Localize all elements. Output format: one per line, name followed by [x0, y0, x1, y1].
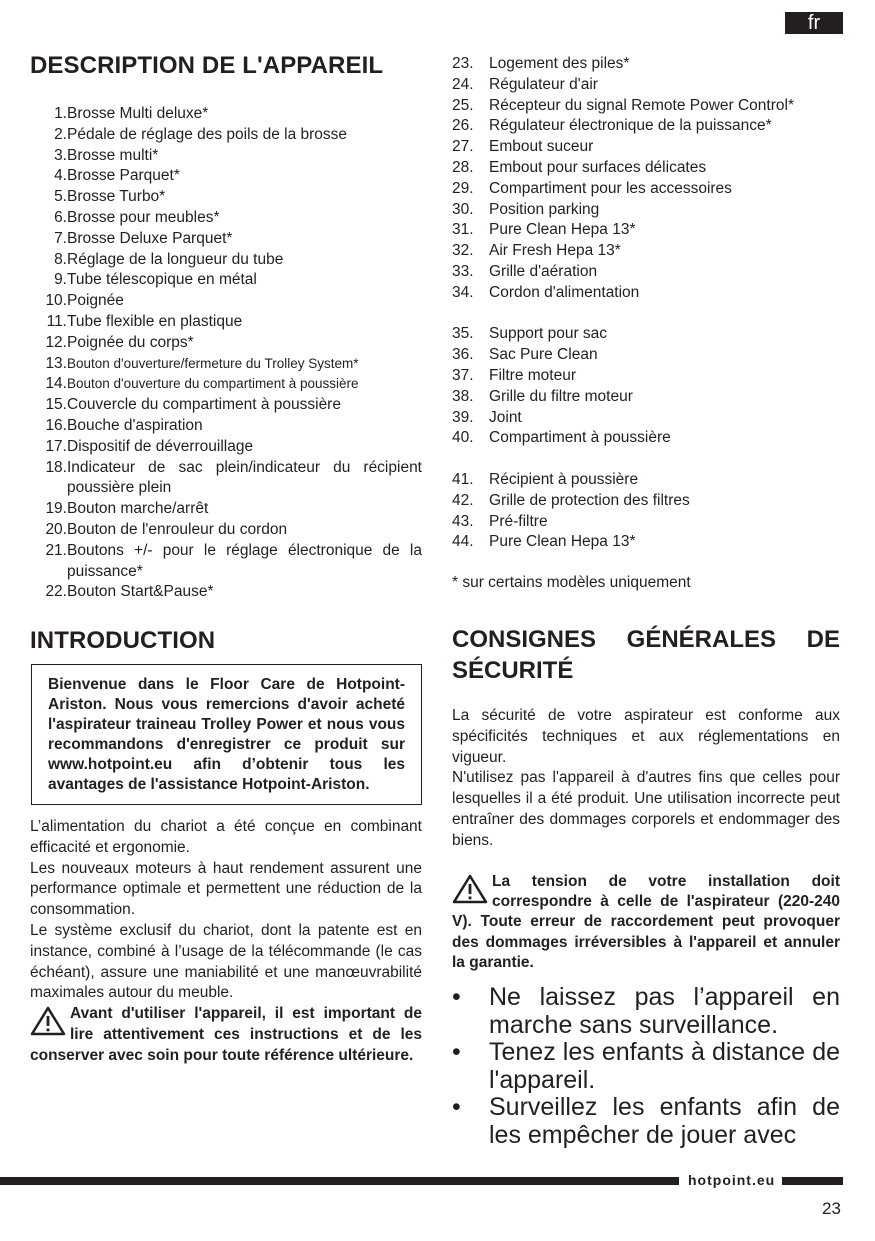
list-item [452, 220, 840, 241]
item-text: Cordon d'alimentation [489, 283, 640, 301]
item-number: 32. [452, 242, 474, 260]
list-item [452, 200, 840, 221]
item-number: 19. [45, 500, 67, 518]
item-text: Brosse Parquet* [67, 167, 180, 185]
item-number: 13. [45, 354, 67, 372]
list-item [30, 312, 422, 333]
item-number: 10. [45, 292, 67, 310]
list-item [452, 262, 840, 283]
list-item [30, 146, 422, 167]
item-number: 30. [452, 200, 474, 218]
item-number: 23. [452, 55, 474, 72]
list-item [452, 532, 840, 553]
item-text: Bouton marche/arrêt [67, 500, 209, 518]
item-text: Récepteur du signal Remote Power Control* [489, 96, 794, 114]
list-item [452, 54, 840, 75]
list-item [30, 499, 422, 520]
intro-warning [30, 1004, 422, 1066]
item-text: Bouton d'ouverture/fermeture du Trolley System* [67, 355, 359, 371]
description-title: DESCRIPTION DE L'APPAREIL [30, 52, 384, 79]
description-column-left [30, 52, 422, 603]
item-text: Boutons +/- pour le réglage électronique de la puissance* [67, 541, 422, 580]
safety-title [452, 624, 840, 686]
item-text: Support pour sac [489, 325, 608, 343]
item-text: Tube télescopique en métal [67, 271, 257, 289]
parts-list-right-b [452, 324, 840, 449]
item-number: 15. [45, 396, 67, 414]
list-item [452, 408, 840, 429]
item-text: Brosse Turbo* [67, 188, 166, 206]
item-text: Réglage de la longueur du tube [67, 250, 284, 268]
intro-warning-text: Avant d'utiliser l'appareil, il est important de lire attentivement ces instructions et de les conserver avec soin pour toute référence ultérieure. [30, 1005, 422, 1064]
bullet-item [452, 1094, 840, 1149]
item-text: Poignée du corps* [67, 333, 194, 351]
bullet-item [452, 984, 840, 1039]
list-item [452, 137, 840, 158]
list-item [452, 345, 840, 366]
list-item [30, 416, 422, 437]
item-number: 18. [45, 458, 67, 476]
item-number: 5. [54, 188, 67, 206]
item-number: 24. [452, 75, 474, 93]
safety-paragraph-1: La sécurité de votre aspirateur est conforme aux spécificités techniques et aux réglementations en vigueur. [452, 707, 840, 766]
item-text: Sac Pure Clean [489, 346, 598, 364]
item-number: 2. [54, 125, 67, 143]
list-item [452, 75, 840, 96]
item-number: 25. [452, 96, 474, 114]
item-number: 8. [54, 250, 67, 268]
list-item [452, 116, 840, 137]
item-number: 42. [452, 491, 474, 509]
list-item [30, 354, 422, 375]
list-item [30, 582, 422, 603]
parts-list-left [30, 104, 422, 603]
models-footnote: * sur certains modèles uniquement [452, 574, 691, 592]
list-item [30, 374, 422, 395]
voltage-warning [452, 872, 840, 973]
item-text: Régulateur d'air [489, 75, 598, 93]
safety-title-line2: SÉCURITÉ [452, 657, 574, 684]
item-text: Embout suceur [489, 138, 594, 156]
item-number: 11. [46, 312, 67, 330]
list-item [30, 395, 422, 416]
item-number: 37. [452, 366, 474, 384]
safety-paragraph-2: N'utilisez pas l'appareil à d'autres fins que celles pour lesquelles il a été produit. Une utilisation incorrecte peut entraîner des dommages corporels et endommager des biens. [452, 769, 840, 849]
item-text: Grille de protection des filtres [489, 491, 690, 509]
intro-paragraph-2: Les nouveaux moteurs à haut rendement assurent une performance optimale et permettent une réduction de la consommation. [30, 859, 422, 919]
item-text: Brosse multi* [67, 146, 159, 164]
item-text: Logement des piles* [489, 55, 630, 72]
item-text: Pure Clean Hepa 13* [489, 221, 636, 239]
item-text: Joint [489, 408, 522, 426]
list-item [452, 158, 840, 179]
welcome-text: Bienvenue dans le Floor Care de Hotpoint-Ariston. Nous vous remercions d'avoir acheté l'aspirateur traineau Trolley Power et nous vous recommandons d'enregistrer ce produit sur www.hotpoint.eu afin d’obtenir tous les avantages de l'assistance Hotpoint-Ariston. [48, 676, 405, 793]
item-number: 43. [452, 512, 474, 530]
item-text: Position parking [489, 200, 600, 218]
item-text: Brosse Deluxe Parquet* [67, 229, 233, 247]
safety-body [452, 706, 840, 852]
footer-brand: hotpoint.eu [688, 1172, 776, 1188]
item-number: 4. [54, 167, 67, 185]
intro-paragraph-3: Le système exclusif du chariot, dont la patente est en instance, combiné à l’usage de la télécommande (le cas échéant), assure une maniabilité et une manœuvrabilité maximales autour du meuble. [30, 921, 422, 1002]
item-number: 14. [45, 375, 67, 393]
item-text: Grille d'aération [489, 262, 598, 280]
bullet-dot: • [452, 983, 461, 1011]
item-number: 41. [452, 470, 474, 488]
bullet-item [452, 1039, 840, 1094]
list-item [30, 229, 422, 250]
item-number: 38. [452, 387, 474, 405]
voltage-warning-text: La tension de votre installation doit correspondre à celle de l'aspirateur (220-240 V). Toute erreur de raccordement peut provoquer des dommages irréversibles à l'appareil et annuler la garantie. [452, 873, 840, 971]
item-text: Pure Clean Hepa 13* [489, 533, 636, 551]
page-number: 23 [822, 1199, 841, 1218]
list-item [30, 333, 422, 354]
item-text: Pédale de réglage des poils de la brosse [67, 125, 348, 143]
list-item [30, 270, 422, 291]
item-number: 6. [54, 208, 67, 226]
item-number: 17. [45, 437, 67, 455]
list-item [452, 96, 840, 117]
list-item [30, 125, 422, 146]
item-number: 33. [452, 262, 474, 280]
description-column-right [452, 54, 840, 594]
list-item [452, 179, 840, 200]
introduction-title: INTRODUCTION [30, 627, 216, 654]
bullet-dot: • [452, 1038, 461, 1066]
item-number: 36. [452, 346, 474, 364]
bullet-text: Tenez les enfants à distance de l'appareil. [489, 1038, 840, 1094]
item-number: 34. [452, 283, 474, 301]
list-item [30, 520, 422, 541]
footer-bar-right [782, 1177, 843, 1185]
item-number: 28. [452, 158, 474, 176]
item-text: Brosse pour meubles* [67, 208, 220, 226]
list-item [30, 437, 422, 458]
item-number: 31. [452, 221, 474, 239]
item-number: 7. [54, 229, 67, 247]
item-text: Brosse Multi deluxe* [67, 105, 209, 122]
list-item [452, 283, 840, 304]
item-text: Bouche d'aspiration [67, 416, 203, 434]
item-number: 44. [452, 533, 474, 551]
item-text: Régulateur électronique de la puissance* [489, 117, 772, 135]
item-number: 27. [452, 138, 474, 156]
bullet-text: Ne laissez pas l’appareil en marche sans surveillance. [489, 983, 840, 1039]
item-text: Indicateur de sac plein/indicateur du récipient poussière plein [67, 458, 422, 497]
introduction-body [30, 817, 422, 1067]
item-text: Récipient à poussière [489, 470, 639, 488]
item-number: 35. [452, 325, 474, 343]
safety-title-line1: CONSIGNES GÉNÉRALES DE [452, 626, 840, 653]
item-number: 9. [54, 271, 67, 289]
item-number: 22. [45, 583, 67, 601]
list-item [30, 104, 422, 125]
list-item [452, 512, 840, 533]
language-badge: fr [785, 12, 843, 34]
list-item [452, 241, 840, 262]
item-text: Couvercle du compartiment à poussière [67, 396, 341, 414]
item-text: Dispositif de déverrouillage [67, 437, 254, 455]
list-item [30, 291, 422, 312]
footer-bar-left [0, 1177, 679, 1185]
list-item [452, 470, 840, 491]
list-item [30, 250, 422, 271]
warning-icon [30, 1006, 66, 1036]
list-item [452, 324, 840, 345]
item-text: Bouton de l'enrouleur du cordon [67, 520, 288, 538]
list-item [452, 387, 840, 408]
bullet-text: Surveillez les enfants afin de les empêcher de jouer avec [489, 1093, 840, 1149]
warning-icon [452, 874, 488, 904]
safety-bullets [452, 984, 840, 1149]
bullet-dot: • [452, 1093, 461, 1121]
item-text: Compartiment à poussière [489, 429, 671, 447]
parts-list-right-a [452, 54, 840, 304]
list-item [452, 428, 840, 449]
item-number: 21. [45, 541, 67, 559]
item-number: 1. [54, 105, 67, 122]
item-text: Tube flexible en plastique [67, 312, 243, 330]
list-item [30, 458, 422, 500]
intro-paragraph-1: L’alimentation du chariot a été conçue en combinant efficacité et ergonomie. [30, 818, 422, 856]
welcome-box [31, 664, 422, 805]
item-text: Embout pour surfaces délicates [489, 158, 707, 176]
item-text: Poignée [67, 292, 124, 310]
item-number: 29. [452, 179, 474, 197]
item-text: Compartiment pour les accessoires [489, 179, 732, 197]
item-number: 39. [452, 408, 474, 426]
item-text: Bouton d'ouverture du compartiment à poussière [67, 376, 359, 392]
item-text: Air Fresh Hepa 13* [489, 242, 621, 260]
list-item [452, 366, 840, 387]
list-item [452, 491, 840, 512]
item-number: 40. [452, 429, 474, 447]
list-item [30, 166, 422, 187]
item-text: Bouton Start&Pause* [67, 583, 214, 601]
parts-list-right-c [452, 470, 840, 553]
list-item [30, 541, 422, 583]
list-item [30, 187, 422, 208]
item-number: 20. [45, 520, 67, 538]
item-number: 26. [452, 117, 474, 135]
item-number: 12. [45, 333, 67, 351]
item-number: 3. [54, 146, 67, 164]
list-item [30, 208, 422, 229]
item-text: Grille du filtre moteur [489, 387, 633, 405]
item-text: Pré-filtre [489, 512, 548, 530]
item-number: 16. [45, 416, 67, 434]
item-text: Filtre moteur [489, 366, 576, 384]
